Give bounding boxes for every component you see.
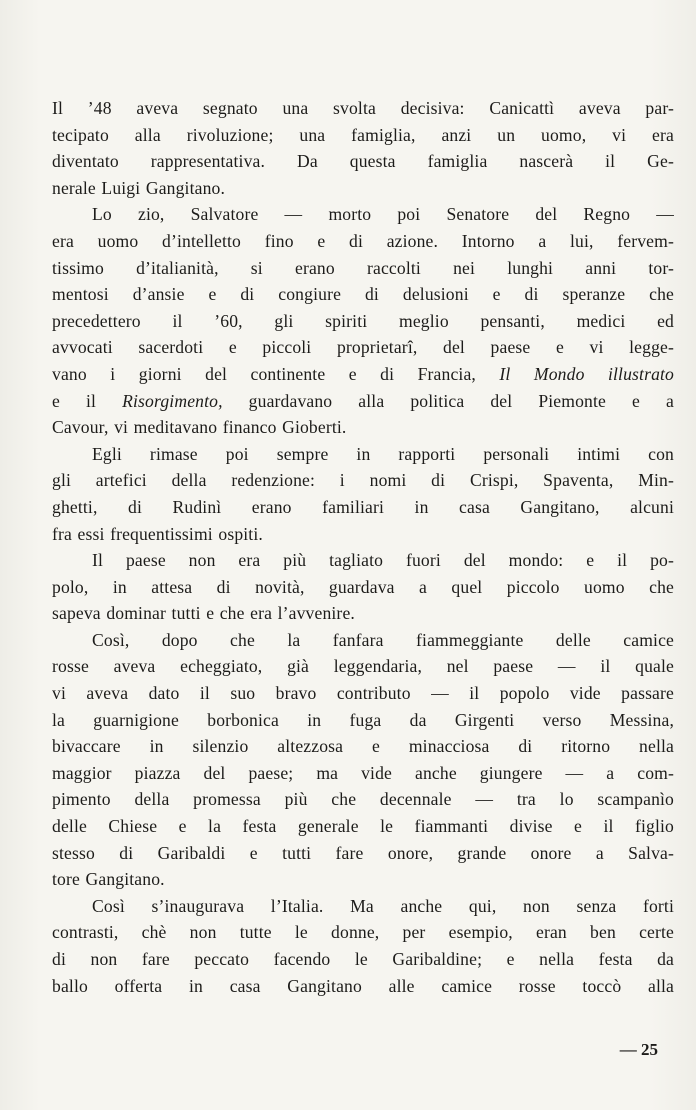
text-line: tecipato alla rivoluzione; una famiglia, anzi un uomo, vi era [52, 124, 674, 145]
text-line: delle Chiese e la festa generale le fiammanti divise e il figlio [52, 816, 674, 837]
paragraph [52, 95, 674, 201]
text-line: polo, in attesa di novità, guardava a quel piccolo uomo che [52, 576, 674, 597]
italic-title: Il Mondo illustrato [499, 363, 674, 384]
paragraph [52, 627, 674, 893]
body-text [52, 95, 674, 999]
text-line [52, 361, 674, 388]
paragraph [52, 893, 674, 999]
text-line: avvocati sacerdoti e piccoli proprietarî, del paese e vi legge- [52, 337, 674, 358]
text-segment: vano i giorni del continente e di Francia, [52, 363, 500, 384]
text-line: ballo offerta in casa Gangitano alle camice rosse toccò alla [52, 975, 674, 996]
text-line: nerale Luigi Gangitano. [52, 177, 226, 198]
text-segment: e il [52, 390, 123, 411]
text-line: contrasti, chè non tutte le donne, per esempio, eran ben certe [52, 922, 674, 943]
paragraph [52, 441, 674, 547]
italic-title: Risorgimento, [122, 390, 223, 411]
text-line: mentosi d’ansie e di congiure di delusioni e di speranze che [52, 284, 674, 305]
text-line: Il ’48 aveva segnato una svolta decisiva: Canicattì aveva par- [52, 98, 674, 118]
text-line: la guarnigione borbonica in fuga da Girgenti verso Messina, [52, 709, 674, 730]
text-line: Il paese non era più tagliato fuori del mondo: e il po- [92, 550, 674, 571]
text-line: era uomo d’intelletto fino e di azione. Intorno a lui, fervem- [52, 230, 674, 251]
text-line: precedettero il ’60, gli spiriti meglio pensanti, medici ed [52, 310, 674, 331]
text-line: rosse aveva echeggiato, già leggendaria, nel paese — il quale [52, 656, 674, 677]
text-line: pimento della promessa più che decennale — tra lo scampanìo [52, 789, 674, 810]
text-line: tissimo d’italianità, si erano raccolti nei lunghi anni tor- [52, 257, 674, 278]
text-line: vi aveva dato il suo bravo contributo — il popolo vide passare [52, 683, 674, 704]
text-line: di non fare peccato facendo le Garibaldine; e nella festa da [52, 949, 674, 969]
paragraph [52, 201, 674, 440]
text-line: gli artefici della redenzione: i nomi di Crispi, Spaventa, Min- [52, 470, 674, 491]
text-line: maggior piazza del paese; ma vide anche giungere — a com- [52, 762, 674, 783]
paragraph [52, 547, 674, 627]
page-number: — 25 [619, 1040, 658, 1059]
text-line: Così s’inaugurava l’Italia. Ma anche qui, non senza forti [92, 895, 674, 916]
text-segment: guardavano alla politica del Piemonte e a [222, 390, 674, 411]
text-line: bivaccare in silenzio altezzosa e minacciosa di ritorno nella [52, 736, 674, 757]
text-line: Cavour, vi meditavano financo Gioberti. [52, 417, 347, 438]
text-line: stesso di Garibaldi e tutti fare onore, grande onore a Salva- [52, 842, 674, 863]
text-line: Egli rimase poi sempre in rapporti personali intimi con [92, 443, 674, 464]
text-line: Così, dopo che la fanfara fiammeggiante delle camice [92, 629, 674, 650]
text-line [52, 388, 674, 415]
text-line: ghetti, di Rudinì erano familiari in casa Gangitano, alcuni [52, 496, 674, 517]
text-line: fra essi frequentissimi ospiti. [52, 523, 263, 544]
text-line: diventato rappresentativa. Da questa famiglia nascerà il Ge- [52, 151, 674, 172]
text-line: sapeva dominar tutti e che era l’avvenire. [52, 603, 355, 624]
text-line: Lo zio, Salvatore — morto poi Senatore del Regno — [92, 204, 674, 225]
text-line: tore Gangitano. [52, 869, 165, 890]
